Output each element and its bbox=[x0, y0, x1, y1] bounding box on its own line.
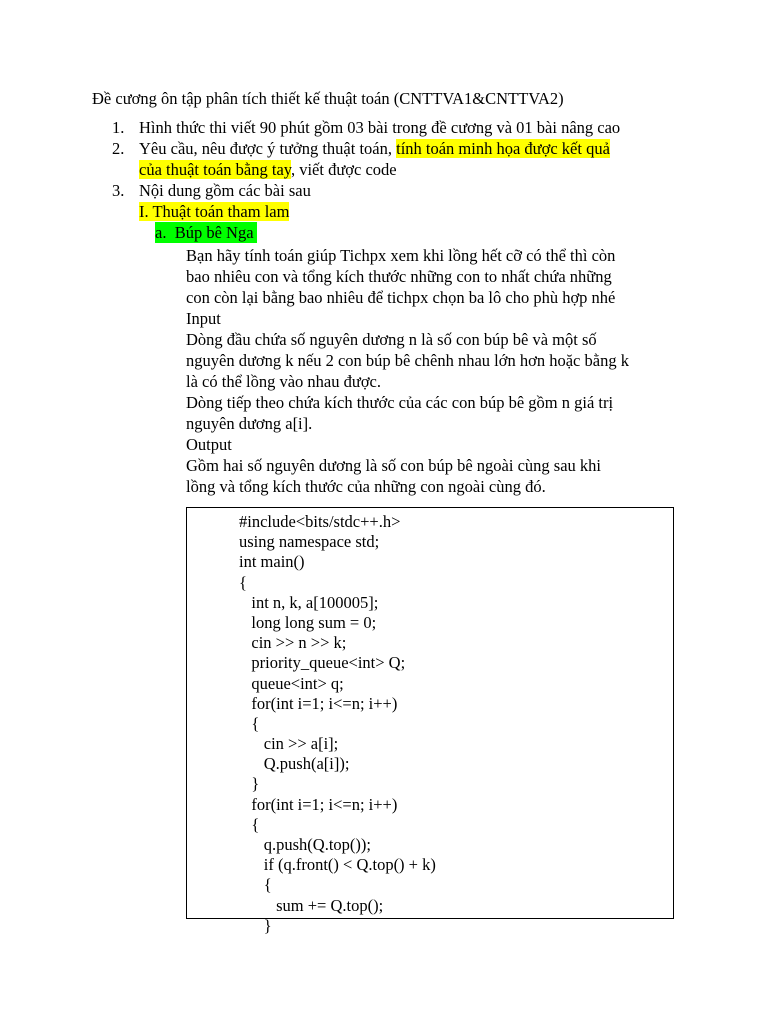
subsection-title: Búp bê Nga bbox=[174, 223, 254, 242]
output-line: Gồm hai số nguyên dương là số con búp bê ngoài cùng sau khi bbox=[186, 456, 601, 475]
code-line: } bbox=[239, 915, 272, 935]
list-number: 1. bbox=[112, 118, 125, 137]
code-line: #include<bits/stdc++.h> bbox=[239, 512, 401, 531]
list-number: 3. bbox=[112, 181, 125, 200]
subsection-letter: a. bbox=[155, 223, 167, 242]
code-line: sum += Q.top(); bbox=[239, 895, 384, 915]
code-line: int n, k, a[100005]; bbox=[239, 592, 379, 612]
list-number: 2. bbox=[112, 139, 125, 158]
list-item-text: Hình thức thi viết 90 phút gồm 03 bài trong đề cương và 01 bài nâng cao bbox=[139, 118, 621, 137]
input-line: Dòng đầu chứa số nguyên dương n là số con búp bê và một số bbox=[186, 330, 597, 349]
input-line: nguyên dương a[i]. bbox=[186, 414, 313, 433]
list-item-1 bbox=[112, 117, 712, 138]
code-box bbox=[186, 507, 674, 935]
code-line: { bbox=[239, 572, 247, 592]
input-line: nguyên dương k nếu 2 con búp bê chênh nhau lớn hơn hoặc bằng k bbox=[186, 351, 629, 370]
code-line: for(int i=1; i<=n; i++) bbox=[239, 693, 398, 713]
code-line: } bbox=[239, 774, 260, 794]
subsection-heading bbox=[155, 222, 257, 243]
highlighted-text: tính toán minh họa được kết quả bbox=[396, 139, 610, 158]
list-item-3 bbox=[112, 180, 712, 201]
highlighted-text: của thuật toán bằng tay bbox=[139, 160, 291, 179]
code-line: queue<int> q; bbox=[239, 673, 344, 693]
section-heading bbox=[139, 201, 289, 222]
description-line: con còn lại bằng bao nhiêu để tichpx chọn ba lô cho phù hợp nhé bbox=[186, 288, 616, 307]
list-item-2-continuation bbox=[112, 159, 712, 180]
numbered-list bbox=[112, 117, 712, 201]
code-line: Q.push(a[i]); bbox=[239, 754, 350, 774]
description-line: bao nhiêu con và tổng kích thước những con to nhất chứa những bbox=[186, 267, 612, 286]
output-label: Output bbox=[186, 435, 232, 454]
list-item-2 bbox=[112, 138, 712, 159]
input-line: Dòng tiếp theo chứa kích thước của các con búp bê gồm n giá trị bbox=[186, 393, 614, 412]
output-line: lồng và tổng kích thước của những con ngoài cùng đó. bbox=[186, 477, 546, 496]
code-line: using namespace std; bbox=[239, 532, 380, 552]
code-line: for(int i=1; i<=n; i++) bbox=[239, 794, 398, 814]
code-block bbox=[239, 512, 436, 936]
list-item-text: Yêu cầu, nêu được ý tưởng thuật toán, bbox=[139, 139, 397, 158]
code-line: { bbox=[239, 875, 272, 895]
description-line: Bạn hãy tính toán giúp Tichpx xem khi lồng hết cỡ có thể thì còn bbox=[186, 246, 616, 265]
code-line: int main() bbox=[239, 552, 305, 572]
input-line: là có thể lồng vào nhau được. bbox=[186, 372, 381, 391]
list-item-text: Nội dung gồm các bài sau bbox=[139, 181, 311, 200]
code-line: if (q.front() < Q.top() + k) bbox=[239, 855, 436, 875]
code-line: q.push(Q.top()); bbox=[239, 835, 371, 854]
problem-description bbox=[186, 245, 686, 497]
input-label: Input bbox=[186, 309, 221, 328]
code-line: long long sum = 0; bbox=[239, 612, 377, 632]
code-line: { bbox=[239, 814, 260, 834]
code-line: cin >> n >> k; bbox=[239, 633, 347, 653]
section-heading-text: I. Thuật toán tham lam bbox=[139, 202, 290, 221]
code-line: { bbox=[239, 713, 260, 733]
code-line: cin >> a[i]; bbox=[239, 734, 339, 754]
list-item-text: , viết được code bbox=[290, 160, 397, 179]
document-title: Đề cương ôn tập phân tích thiết kế thuật toán (CNTTVA1&CNTTVA2) bbox=[92, 89, 564, 108]
code-line: priority_queue<int> Q; bbox=[239, 653, 406, 673]
